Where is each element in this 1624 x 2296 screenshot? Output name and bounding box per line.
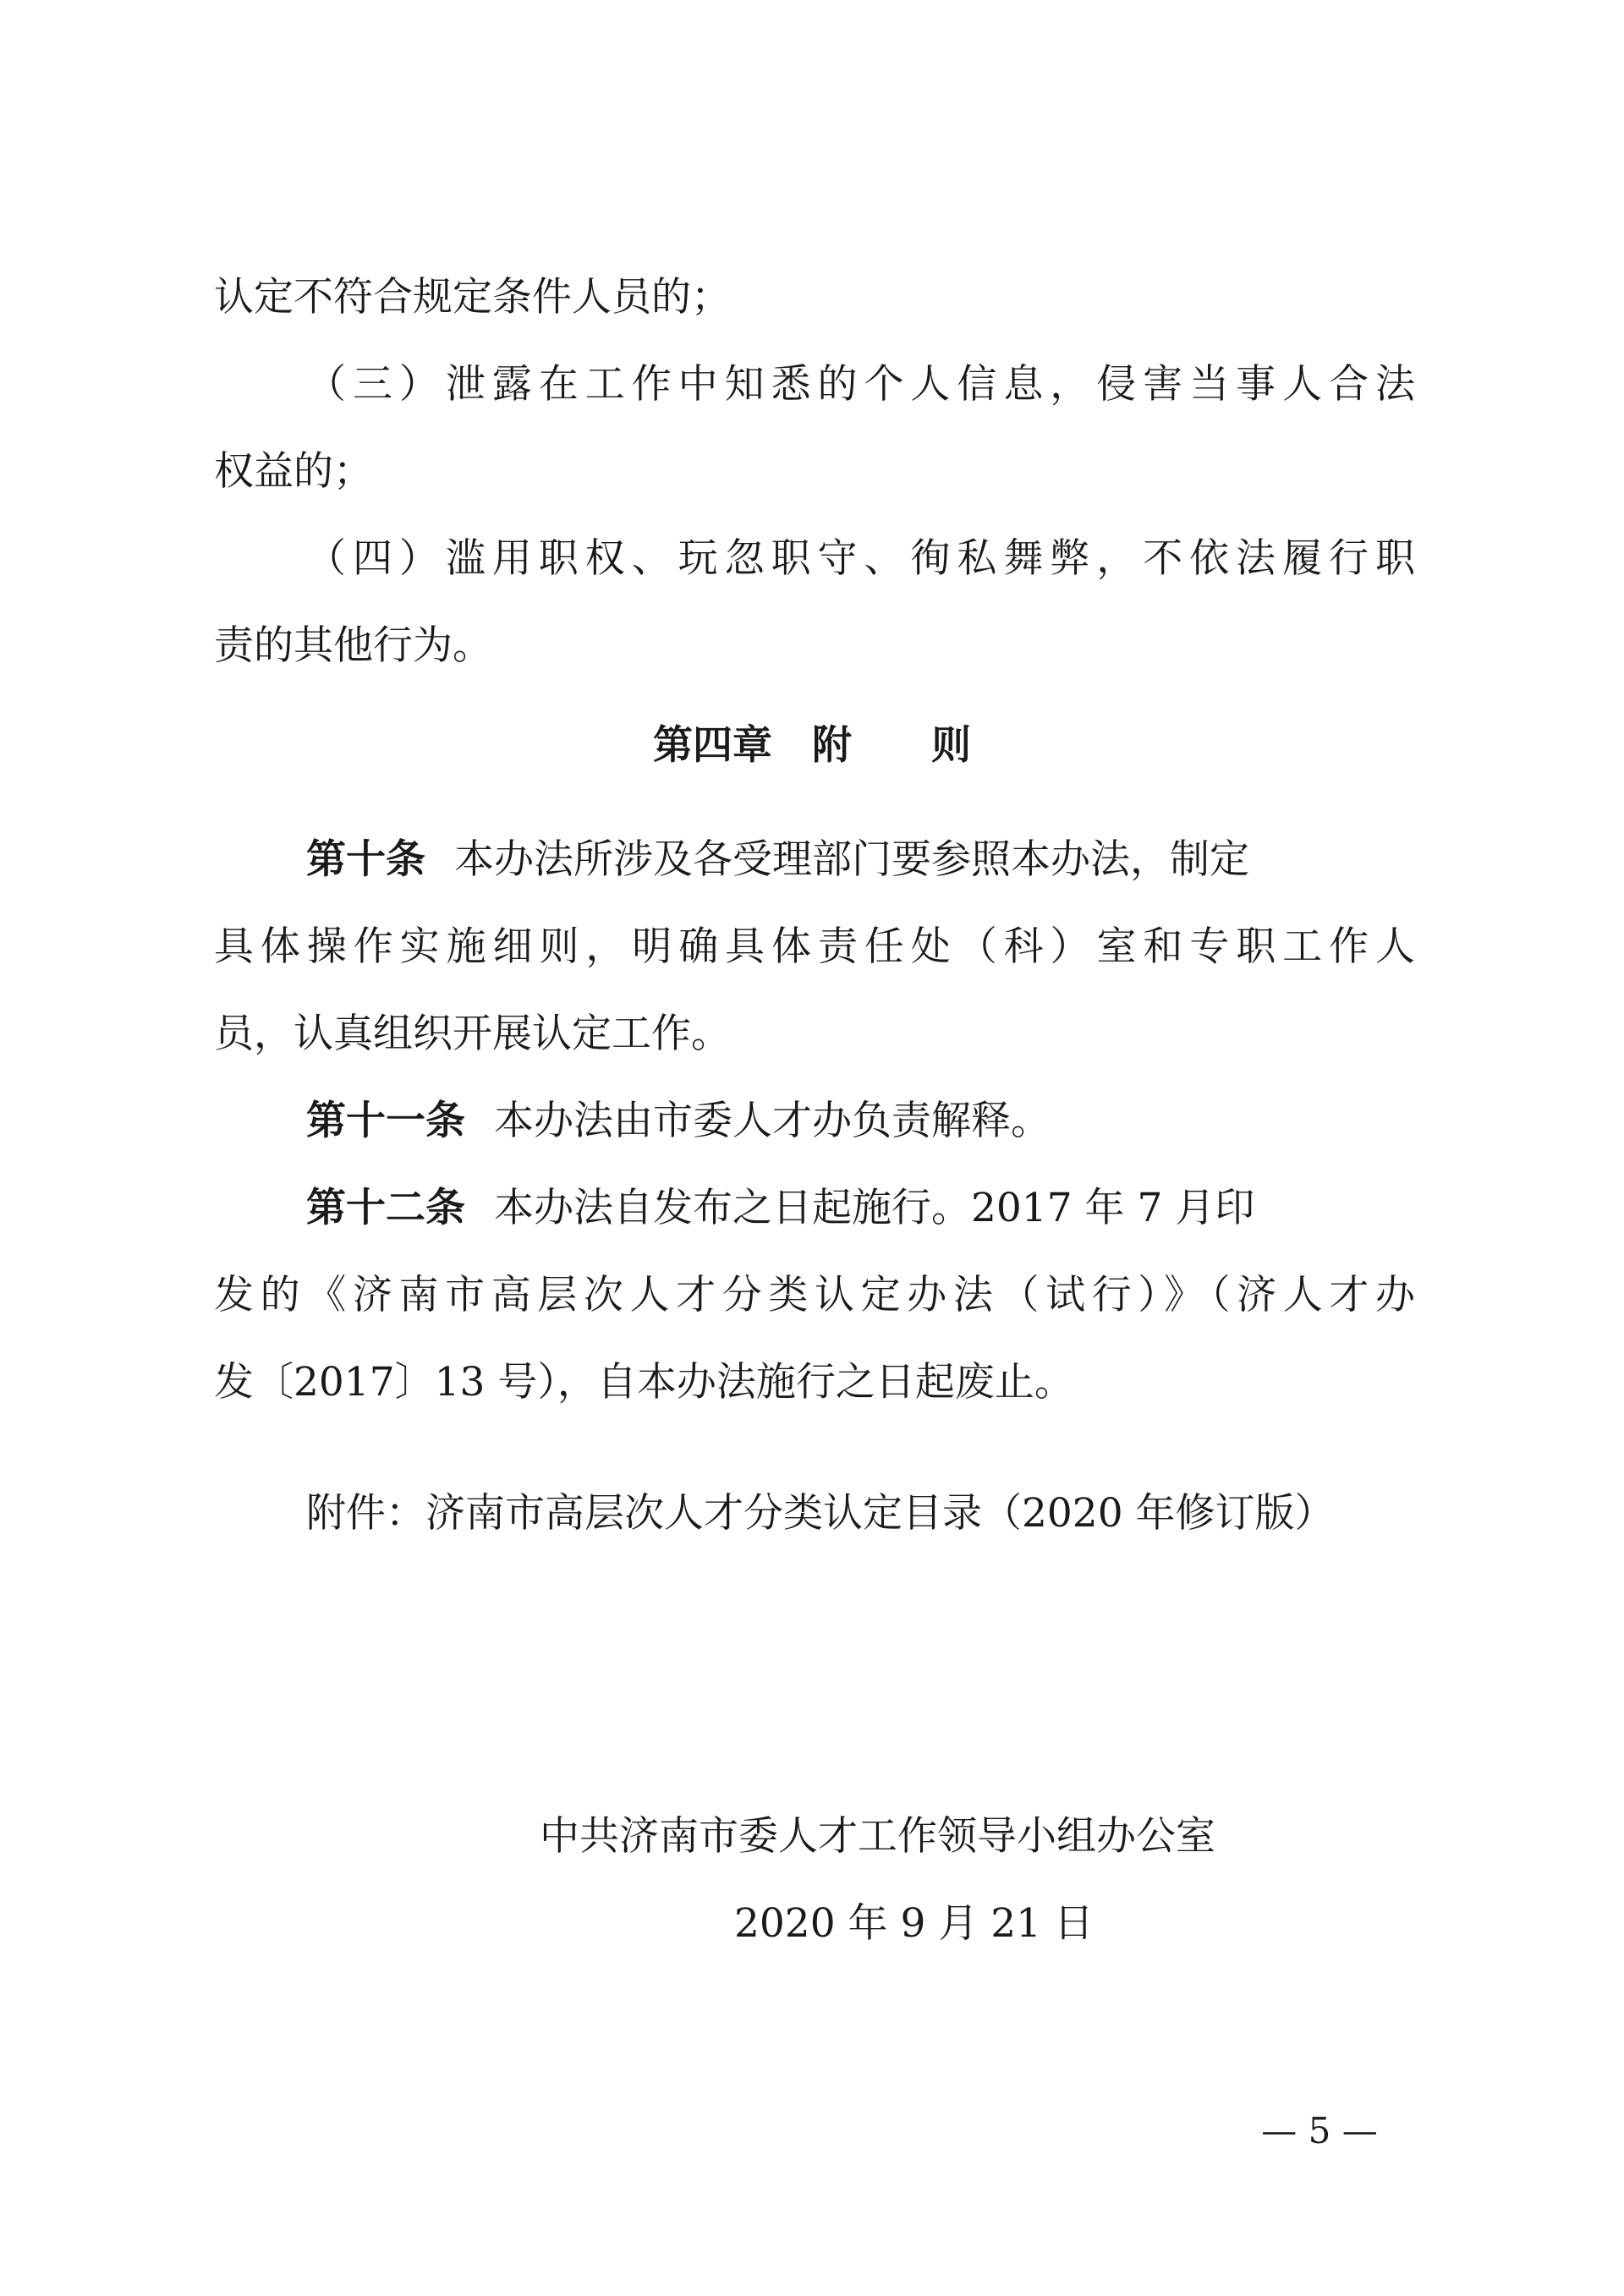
article-line: 发的《济南市高层次人才分类认定办法（试行）》（济人才办 (214, 1272, 1415, 1318)
page-number: — 5 — (1261, 2110, 1378, 2151)
article-text: 本办法所涉及各受理部门要参照本办法，制定 (454, 836, 1249, 883)
paragraph-line: 责的其他行为。 (214, 622, 492, 669)
article-line (306, 835, 1415, 885)
article-label: 第十一条 (306, 1098, 465, 1144)
paragraph-line: （四）滥用职权、玩忽职守、徇私舞弊，不依法履行职 (306, 535, 1415, 582)
article-label: 第十二条 (306, 1185, 465, 1231)
paragraph-line: 权益的； (214, 448, 373, 495)
issuing-organization: 中共济南市委人才工作领导小组办公室 (540, 1813, 1215, 1860)
article-text: 本办法由市委人才办负责解释。 (494, 1098, 1051, 1144)
article-line (306, 1183, 1415, 1234)
article-text: 本办法自发布之日起施行。2017 年 7 月印 (494, 1185, 1255, 1231)
article-line: 发〔2017〕13 号），自本办法施行之日起废止。 (214, 1359, 1074, 1406)
attachment-line: 附件：济南市高层次人才分类认定目录（2020 年修订版） (306, 1490, 1335, 1537)
article-line: 具体操作实施细则，明确具体责任处（科）室和专职工作人 (214, 923, 1415, 970)
article-label: 第十条 (306, 836, 425, 883)
article-line: 员，认真组织开展认定工作。 (214, 1011, 731, 1057)
article-line (306, 1096, 1415, 1147)
paragraph-line: （三）泄露在工作中知悉的个人信息，侵害当事人合法 (306, 361, 1415, 408)
issue-date: 2020 年 9 月 21 日 (734, 1900, 1095, 1947)
chapter-title: 第四章 附 则 (653, 722, 971, 769)
paragraph-line: 认定不符合规定条件人员的； (214, 274, 731, 321)
